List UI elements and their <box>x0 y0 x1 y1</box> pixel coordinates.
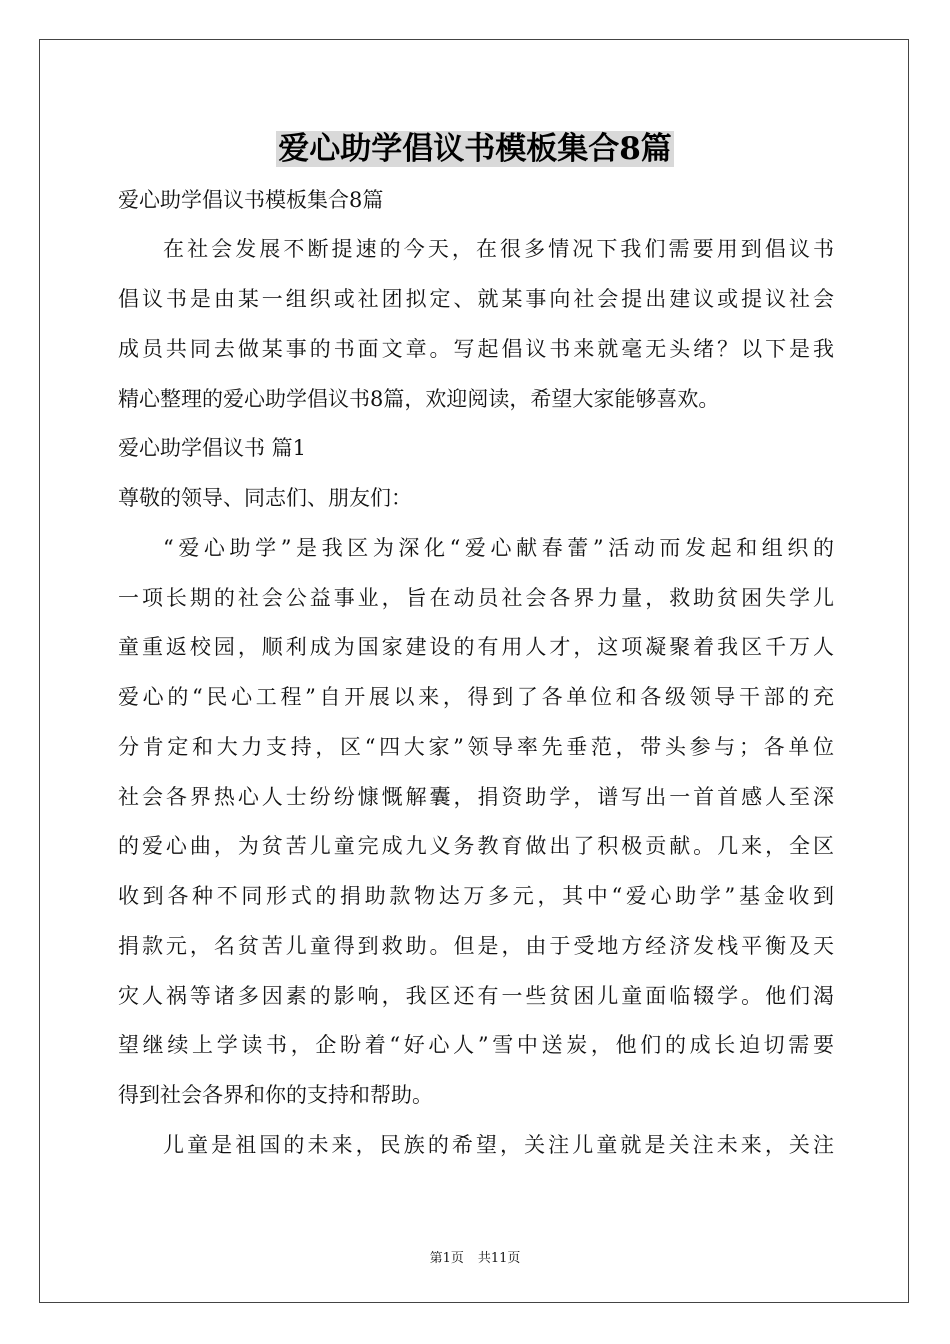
paragraph-line: “爱心助学”是我区为深化“爱心献春蕾”活动而发起和组织的 <box>163 536 834 560</box>
paragraph-line: 的爱心曲，为贫苦儿童完成九义务教育做出了积极贡献。几来，全区 <box>118 834 834 858</box>
page-number: 第1页 <box>429 1251 464 1266</box>
page-total: 共11页 <box>477 1251 521 1266</box>
paragraph-line: 爱心的“民心工程”自开展以来，得到了各单位和各级领导干部的充 <box>118 685 834 709</box>
paragraph-line: 精心整理的爱心助学倡议书8篇，欢迎阅读，希望大家能够喜欢。 <box>118 387 720 411</box>
paragraph-line: 分肯定和大力支持，区“四大家”领导率先垂范，带头参与；各单位 <box>118 735 834 759</box>
paragraph-line: 倡议书是由某一组织或社团拟定、就某事向社会提出建议或提议社会 <box>118 287 834 311</box>
paragraph-line: 成员共同去做某事的书面文章。写起倡议书来就毫无头绪？以下是我 <box>118 337 834 361</box>
paragraph-line: 灾人祸等诸多因素的影响，我区还有一些贫困儿童面临辍学。他们渴 <box>118 984 834 1008</box>
page-footer <box>0 1247 950 1266</box>
salutation-line: 尊敬的领导、同志们、朋友们： <box>118 486 412 510</box>
paragraph-line: 儿童是祖国的未来，民族的希望，关注儿童就是关注未来，关注 <box>163 1133 834 1157</box>
document-title: 爱心助学倡议书模板集合8篇 <box>278 131 672 167</box>
paragraph-line: 一项长期的社会公益事业，旨在动员社会各界力量，救助贫困失学儿 <box>118 586 834 610</box>
paragraph-line: 在社会发展不断提速的今天，在很多情况下我们需要用到倡议书 <box>163 237 834 261</box>
page-border <box>39 39 909 1303</box>
paragraph-line: 捐款元，名贫苦儿童得到救助。但是，由于受地方经济发栈平衡及天 <box>118 934 834 958</box>
paragraph-line: 社会各界热心人士纷纷慷慨解囊，捐资助学，谱写出一首首感人至深 <box>118 785 834 809</box>
paragraph-line: 童重返校园，顺利成为国家建设的有用人才，这项凝聚着我区千万人 <box>118 635 834 659</box>
paragraph-line: 望继续上学读书，企盼着“好心人”雪中送炭，他们的成长迫切需要 <box>118 1033 834 1057</box>
section-heading: 爱心助学倡议书 篇1 <box>118 436 307 460</box>
paragraph-line: 收到各种不同形式的捐助款物达万多元，其中“爱心助学”基金收到 <box>118 884 834 908</box>
subtitle-line: 爱心助学倡议书模板集合8篇 <box>118 188 384 212</box>
paragraph-line: 得到社会各界和你的支持和帮助。 <box>118 1083 433 1107</box>
